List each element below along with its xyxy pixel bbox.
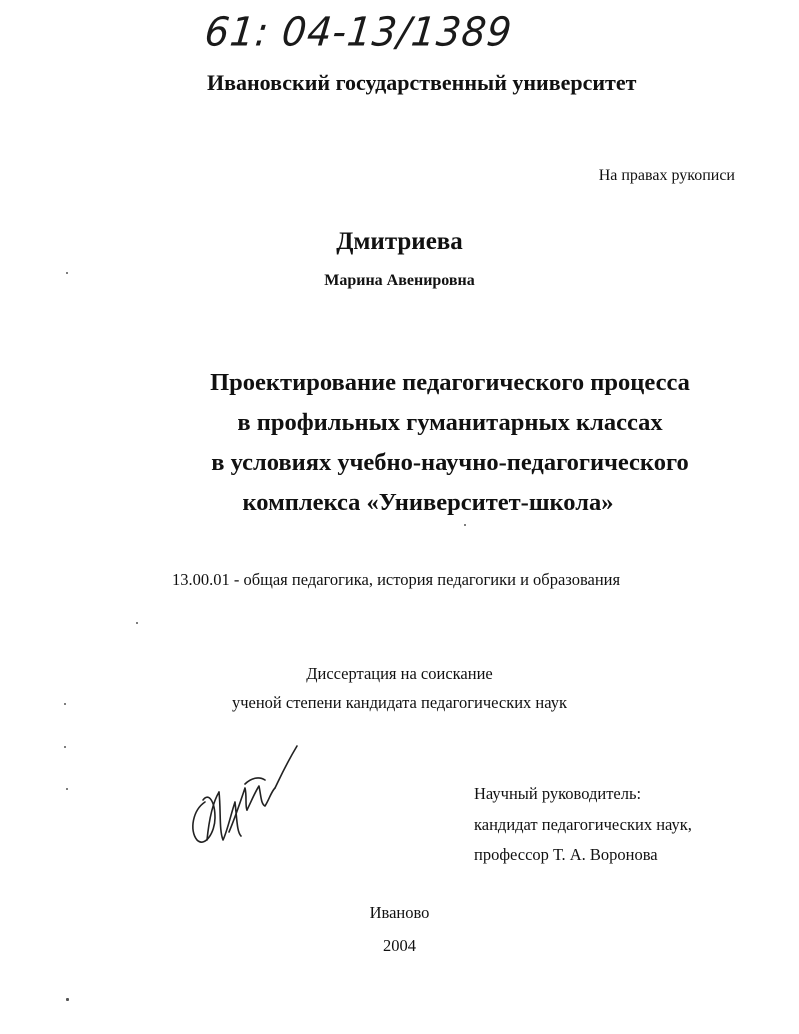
dissertation-type-line-1: Диссертация на соискание [306,664,493,683]
supervisor-heading: Научный руководитель: [474,784,642,803]
university-name: Ивановский государственный университет [207,70,637,95]
scan-speck [136,622,138,624]
author-given-names: Марина Авенировна [324,272,475,289]
scan-speck [64,703,66,705]
supervisor-degree: кандидат педагогических наук, [474,815,692,834]
author-surname: Дмитриева [336,228,463,255]
title-line-2: в профильных гуманитарных классах [237,409,663,436]
title-line-4: комплекса «Университет-школа» [242,489,614,516]
supervisor-name: профессор Т. А. Воронова [474,845,658,864]
city: Иваново [369,903,430,922]
year: 2004 [383,936,416,955]
archive-code: 61: 04-13/1389 [202,8,515,56]
scan-speck [66,272,68,274]
specialty-code: 13.00.01 - общая педагогика, история педагогики и образования [172,570,621,589]
manuscript-note: На правах рукописи [598,167,735,184]
title-line-3: в условиях учебно-научно-педагогического [211,449,689,476]
title-line-1: Проектирование педагогического процесса [210,369,690,396]
dissertation-type-line-2: ученой степени кандидата педагогических наук [231,693,568,712]
dissertation-title [150,363,750,523]
scan-speck [464,524,466,526]
signature-image [185,740,315,855]
scan-speck [66,998,69,1001]
scan-speck [64,746,66,748]
scan-speck [66,788,68,790]
